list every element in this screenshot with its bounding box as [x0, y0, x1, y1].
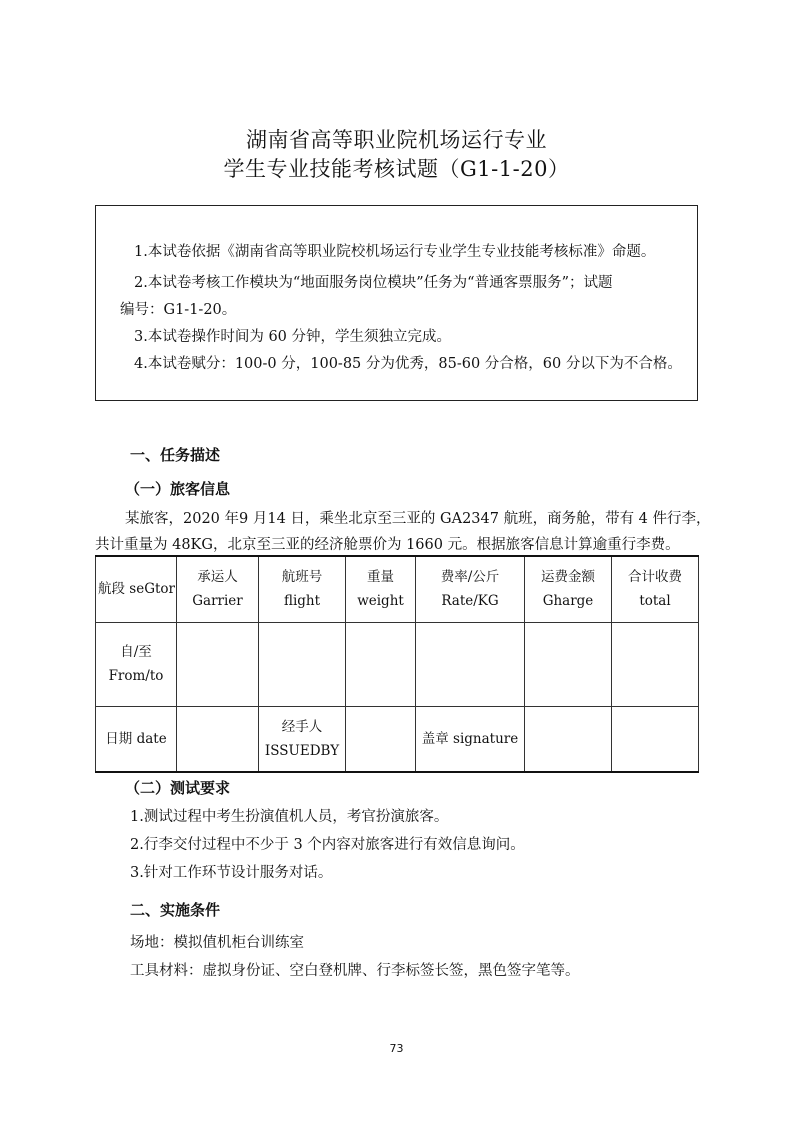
notice-item-2: 2.本试卷考核工作模块为“地面服务岗位模块”任务为“普通客票服务”；试题 — [134, 275, 613, 291]
tools-text: 工具材料：虚拟身份证、空白登机牌、行李标签长签，黑色签字笔等。 — [130, 963, 580, 979]
table-row-from-to — [96, 622, 699, 706]
table-cell — [259, 622, 346, 706]
signature-label: 盖章 signature — [416, 706, 525, 772]
header-sector: 航段 seGtor — [96, 556, 177, 622]
requirement-2: 2.行李交付过程中不少于 3 个内容对旅客进行有效信息询问。 — [130, 837, 525, 853]
passenger-text-line2: 共计重量为 48KG，北京至三亚的经济舱票价为 1660 元。根据旅客信息计算逾重行李费。 — [95, 537, 680, 553]
date-label: 日期 date — [96, 706, 177, 772]
header-weight: 重量 weight — [346, 556, 416, 622]
header-flight: 航班号 flight — [259, 556, 346, 622]
baggage-fee-table — [95, 555, 699, 773]
notice-item-3: 3.本试卷操作时间为 60 分钟，学生须独立完成。 — [134, 329, 452, 345]
venue-text: 场地：模拟值机柜台训练室 — [130, 935, 304, 951]
subsection-passenger-info: （一）旅客信息 — [125, 480, 231, 498]
exam-notice-box — [95, 205, 698, 401]
table-cell — [177, 706, 259, 772]
exam-title-line2: 学生专业技能考核试题（G1-1-20） — [223, 157, 570, 181]
header-charge: 运费金额 Gharge — [525, 556, 612, 622]
subsection-test-requirements: （二）测试要求 — [125, 779, 231, 797]
handler-label: 经手人 ISSUEDBY — [259, 706, 346, 772]
exam-title-line1: 湖南省高等职业院机场运行专业 — [246, 128, 547, 152]
requirement-1: 1.测试过程中考生扮演值机人员，考官扮演旅客。 — [130, 809, 449, 825]
table-cell — [346, 706, 416, 772]
table-cell — [612, 706, 699, 772]
section-task-description: 一、任务描述 — [130, 446, 221, 464]
header-carrier: 承运人 Garrier — [177, 556, 259, 622]
table-cell — [612, 622, 699, 706]
table-cell — [525, 622, 612, 706]
table-cell — [177, 622, 259, 706]
table-cell — [346, 622, 416, 706]
section-conditions: 二、实施条件 — [130, 901, 221, 919]
table-cell — [525, 706, 612, 772]
passenger-text-line1: 某旅客，2020 年9 月14 日，乘坐北京至三亚的 GA2347 航班，商务舱，带有 4 件行李， — [125, 511, 711, 527]
header-rate: 费率/公斤 Rate/KG — [416, 556, 525, 622]
header-total: 合计收费 total — [612, 556, 699, 622]
notice-item-4: 4.本试卷赋分：100-0 分，100-85 分为优秀，85-60 分合格，60 分以下为不合格。 — [134, 356, 682, 372]
table-cell — [416, 622, 525, 706]
notice-item-1: 1.本试卷依据《湖南省高等职业院校机场运行专业学生专业技能考核标准》命题。 — [134, 244, 656, 260]
table-header-row — [96, 556, 699, 622]
table-row-date — [96, 706, 699, 772]
from-to-label: 自/至 From/to — [96, 622, 177, 706]
requirement-3: 3.针对工作环节设计服务对话。 — [130, 865, 333, 881]
notice-item-2-cont: 编号：G1-1-20。 — [120, 302, 237, 318]
page-number: 73 — [389, 1042, 404, 1055]
